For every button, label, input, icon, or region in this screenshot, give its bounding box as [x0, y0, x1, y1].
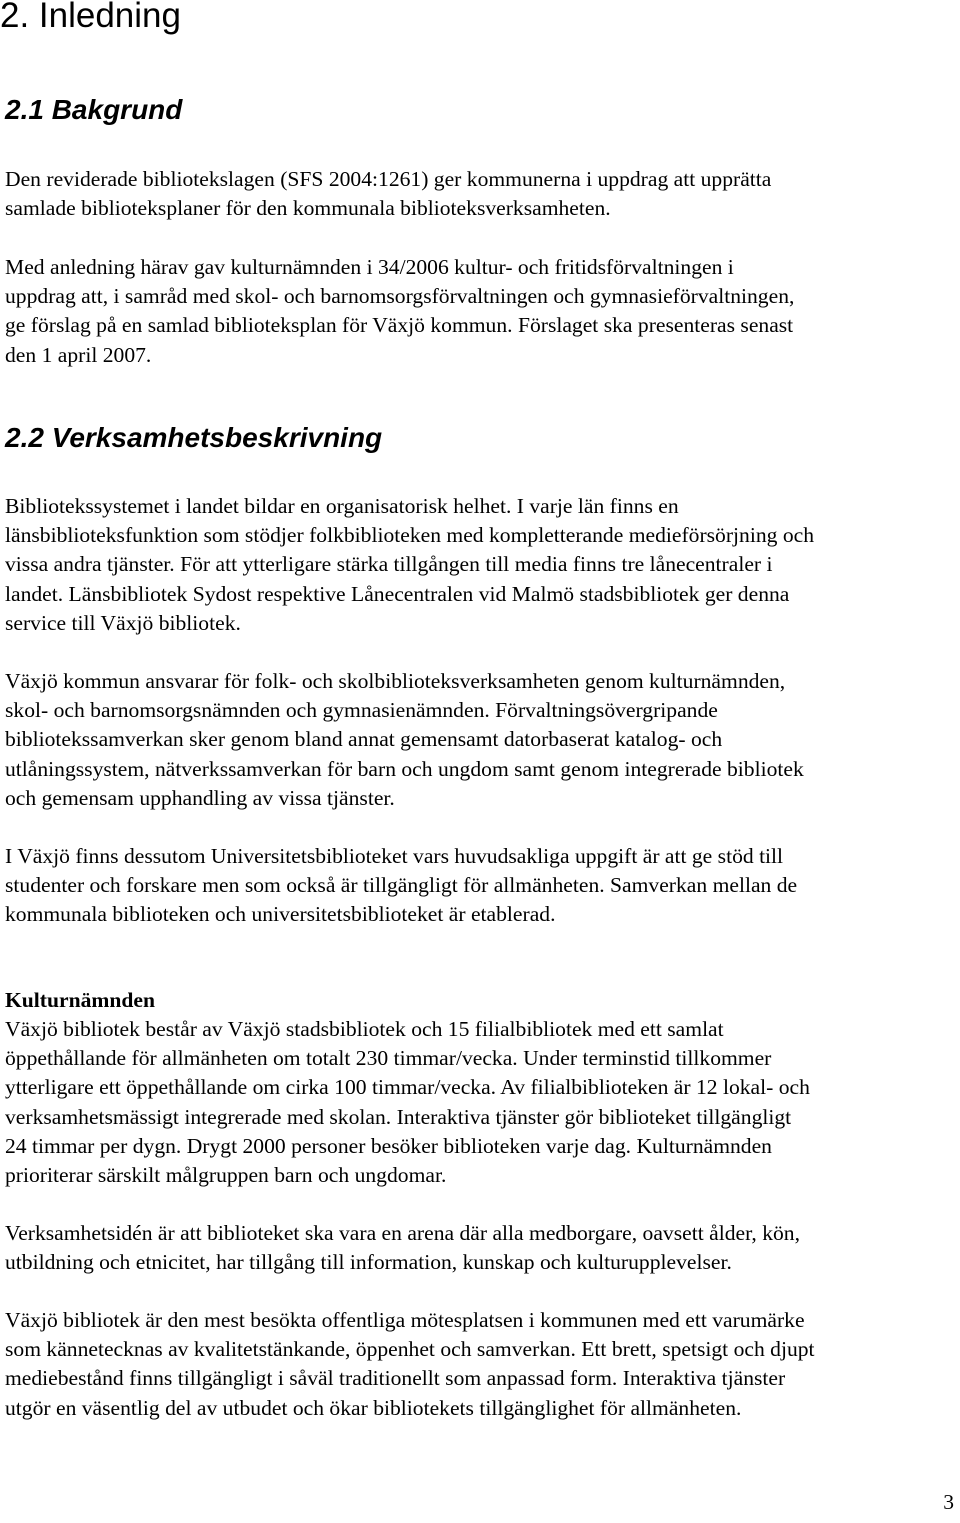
- paragraph-line: kommunala biblioteken och universitetsbiblioteket är etablerad.: [5, 902, 556, 927]
- paragraph-line: Bibliotekssystemet i landet bildar en organisatorisk helhet. I varje län finns en: [5, 494, 679, 518]
- paragraph-line: mediebestånd finns tillgängligt i såväl traditionellt som anpassad form. Interaktiva tjänster: [5, 1366, 786, 1391]
- paragraph-verksamhet-3: [5, 842, 960, 930]
- paragraph-line: I Växjö finns dessutom Universitetsbiblioteket vars huvudsakliga uppgift är att ge stöd till: [5, 844, 784, 868]
- paragraph-line: Verksamhetsidén är att biblioteket ska vara en arena där alla medborgare, oavsett ålder, kön,: [5, 1221, 800, 1245]
- paragraph-line: den 1 april 2007.: [5, 342, 152, 367]
- paragraph-line: länsbiblioteksfunktion som stödjer folkbiblioteken med kompletterande medieförsörjning och: [5, 523, 815, 548]
- paragraph-kultur-3: [5, 1306, 960, 1423]
- paragraph-line: Den reviderade bibliotekslagen (SFS 2004:1261) ger kommunerna i uppdrag att upprätta: [5, 167, 772, 191]
- paragraph-line: samlade biblioteksplaner för den kommunala biblioteksverksamheten.: [5, 196, 611, 221]
- paragraph-kultur-1: [5, 1015, 960, 1190]
- paragraph-line: verksamhetsmässigt integrerade med skolan. Interaktiva tjänster gör biblioteket tillgängligt: [5, 1104, 792, 1129]
- paragraph-bakgrund-2: [5, 253, 960, 370]
- paragraph-line: 24 timmar per dygn. Drygt 2000 personer besöker biblioteken varje dag. Kulturnämnden: [5, 1133, 772, 1158]
- page-number: 3: [943, 1490, 954, 1514]
- paragraph-line: Med anledning härav gav kulturnämnden i 34/2006 kultur- och fritidsförvaltningen i: [5, 255, 734, 279]
- paragraph-line: bibliotekssamverkan sker genom bland annat gemensamt datorbaserat katalog- och: [5, 727, 723, 752]
- paragraph-line: ytterligare ett öppethållande om cirka 100 timmar/vecka. Av filialbiblioteken är 12 lokal- och: [5, 1075, 810, 1100]
- section-title-bakgrund: 2.1 Bakgrund: [5, 94, 183, 125]
- subheading-kulturnamnden: Kulturnämnden: [5, 988, 155, 1012]
- paragraph-line: utlåningssystem, nätverkssamverkan för barn och ungdom samt genom integrerade bibliotek: [5, 756, 804, 781]
- paragraph-line: service till Växjö bibliotek.: [5, 610, 241, 635]
- paragraph-line: utbildning och etnicitet, har tillgång till information, kunskap och kulturupplevelser.: [5, 1250, 732, 1275]
- section-title-verksamhetsbeskrivning: 2.2 Verksamhetsbeskrivning: [5, 422, 383, 453]
- chapter-title: 2. Inledning: [0, 0, 181, 35]
- paragraph-line: Växjö bibliotek är den mest besökta offentliga mötesplatsen i kommunen med ett varumärke: [5, 1308, 805, 1332]
- paragraph-line: landet. Länsbibliotek Sydost respektive Lånecentralen vid Malmö stadsbibliotek ger denna: [5, 581, 790, 606]
- paragraph-verksamhet-1: [5, 492, 960, 638]
- paragraph-line: som kännetecknas av kvalitetstänkande, öppenhet och samverkan. Ett brett, spetsigt och djupt: [5, 1337, 815, 1362]
- paragraph-line: öppethållande för allmänheten om totalt 230 timmar/vecka. Under terminstid tillkommer: [5, 1046, 772, 1071]
- paragraph-line: prioriterar särskilt målgruppen barn och ungdomar.: [5, 1163, 447, 1188]
- paragraph-line: och gemensam upphandling av vissa tjänster.: [5, 785, 395, 810]
- paragraph-bakgrund-1: [5, 165, 960, 223]
- paragraph-line: studenter och forskare men som också är tillgängligt för allmänheten. Samverkan mellan de: [5, 873, 798, 898]
- paragraph-verksamhet-2: [5, 667, 960, 813]
- paragraph-line: skol- och barnomsorgsnämnden och gymnasienämnden. Förvaltningsövergripande: [5, 698, 718, 723]
- paragraph-line: uppdrag att, i samråd med skol- och barnomsorgsförvaltningen och gymnasieförvaltningen,: [5, 284, 795, 309]
- paragraph-line: utgör en väsentlig del av utbudet och ökar bibliotekets tillgänglighet för allmänheten.: [5, 1395, 742, 1420]
- paragraph-kultur-2: [5, 1219, 960, 1277]
- paragraph-line: Växjö kommun ansvarar för folk- och skolbiblioteksverksamheten genom kulturnämnden,: [5, 669, 786, 693]
- paragraph-line: Växjö bibliotek består av Växjö stadsbibliotek och 15 filialbibliotek med ett samlat: [5, 1017, 724, 1041]
- paragraph-line: ge förslag på en samlad biblioteksplan för Växjö kommun. Förslaget ska presenteras senast: [5, 313, 794, 338]
- paragraph-line: vissa andra tjänster. För att ytterligare stärka tillgången till media finns tre lånecentraler i: [5, 552, 773, 577]
